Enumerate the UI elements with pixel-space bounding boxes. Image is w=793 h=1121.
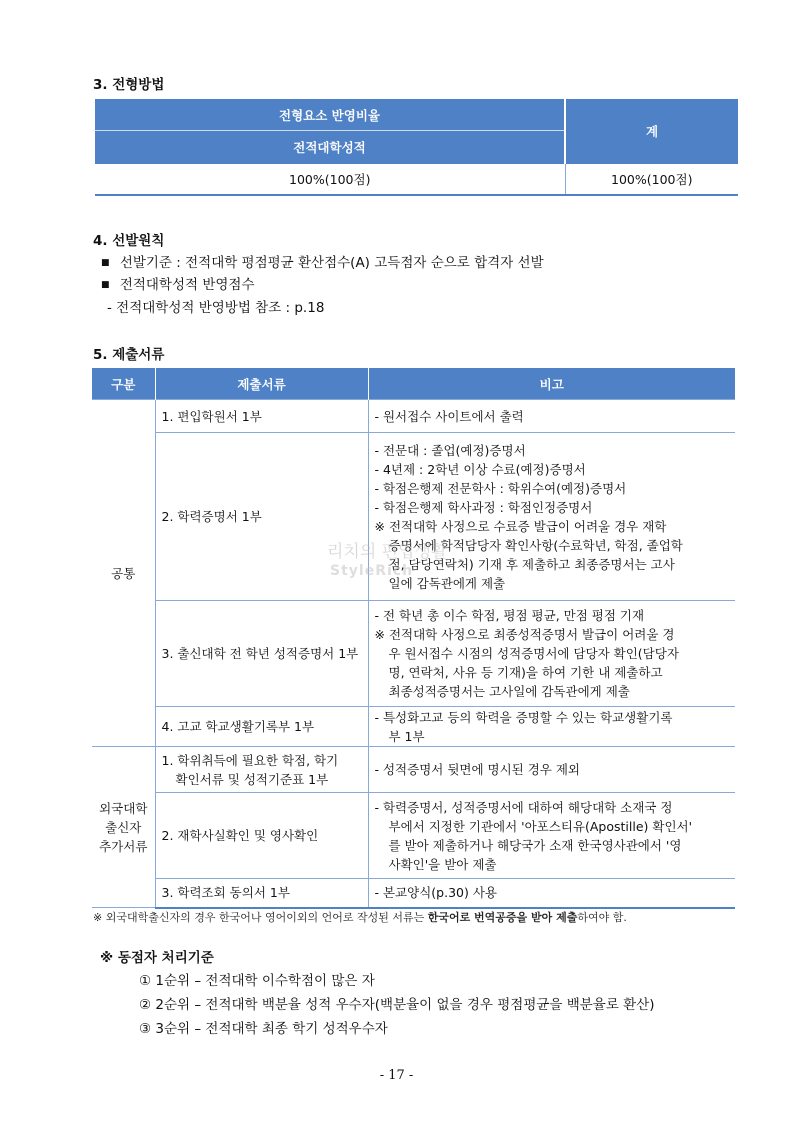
header-category: 구분 (92, 368, 155, 400)
doc-cell: 4. 고교 학교생활기록부 1부 (155, 707, 368, 747)
tie-break-item: ③ 3순위 – 전적대학 최종 학기 성적우수자 (139, 1021, 388, 1037)
section-5-heading: 5. 제출서류 (93, 347, 165, 363)
translation-note: ※ 외국대학출신자의 경우 한국어나 영어이외의 언어로 작성된 서류는 한국어로 번역공증을 받아 제출하여야 함. (93, 911, 627, 924)
doc-cell: 1. 학위취득에 필요한 학점, 학기 확인서류 및 성적기준표 1부 (155, 747, 368, 793)
ratio-value: 100%(100점) (95, 163, 565, 195)
remarks-cell: - 전 학년 총 이수 학점, 평점 평균, 만점 평점 기재 ※ 전적대학 사정으로 최종성적증명서 발급이 어려울 경 우 원서접수 시점의 성적증명서에 담당자 확인(담당자 명, 연락처, 사유 등 기재)을 하여 기한 내 제출하고 최종성적증명서는 고사일에 감독관에게 제출 (368, 601, 735, 707)
transcript-header: 전적대학성적 (95, 131, 565, 164)
doc-cell: 2. 학력증명서 1부 (155, 433, 368, 601)
header-documents: 제출서류 (155, 368, 368, 400)
group-foreign: 외국대학 출신자 추가서류 (92, 747, 155, 908)
bullet-icon: ■ (101, 280, 110, 290)
page-number: - 17 - (379, 1068, 414, 1083)
remarks-cell: - 성적증명서 뒷면에 명시된 경우 제외 (368, 747, 735, 793)
bullet-text: 전적대학성적 반영점수 (119, 277, 255, 293)
watermark-logo: StyleRich (330, 563, 414, 579)
bullet-text: 선발기준 : 전적대학 평점평균 환산점수(A) 고득점자 순으로 합격자 선발 (119, 255, 544, 271)
remarks-cell: - 학력증명서, 성적증명서에 대하여 해당대학 소재국 정 부에서 지정한 기관에서 '아포스티유(Apostille) 확인서' 를 받아 제출하거나 해당국가 소재 한국영사관에서 '영 사확인'을 받아 제출 (368, 793, 735, 879)
bullet-icon: ■ (101, 258, 110, 268)
selection-method-table (95, 99, 738, 196)
total-header: 계 (565, 99, 738, 163)
total-value: 100%(100점) (565, 163, 738, 195)
remarks-cell: - 전문대 : 졸업(예정)증명서 - 4년제 : 2학년 이상 수료(예정)증명서 - 학점은행제 전문학사 : 학위수여(예정)증명서 - 학점은행제 학사과정 : 학점인정증명서 ※ 전적대학 사정으로 수료증 발급이 어려울 경우 재학 증명서에 학적담당자 확인사항(수료학년, 학점, 졸업학 점, 담당연락처) 기재 후 제출하고 최종증명서는 고사 일에 감독관에게 제출 (368, 433, 735, 601)
selection-criteria-line (101, 251, 544, 271)
doc-cell: 3. 출신대학 전 학년 성적증명서 1부 (155, 601, 368, 707)
tie-break-item: ② 2순위 – 전적대학 백분율 성적 우수자(백분율이 없을 경우 평점평균을 백분율로 환산) (139, 997, 655, 1013)
remarks-cell: - 원서접수 사이트에서 출력 (368, 400, 735, 433)
group-common: 공통 (92, 400, 155, 747)
tie-break-item: ① 1순위 – 전적대학 이수학점이 많은 자 (139, 973, 375, 989)
documents-table (92, 368, 735, 909)
header-remarks: 비고 (368, 368, 735, 400)
section-4-heading: 4. 선발원칙 (93, 233, 165, 249)
score-method-line: - 전적대학성적 반영방법 참조 : p.18 (107, 300, 325, 316)
section-3-heading: 3. 전형방법 (93, 77, 165, 93)
doc-cell: 1. 편입학원서 1부 (155, 400, 368, 433)
doc-cell: 3. 학력조회 동의서 1부 (155, 879, 368, 908)
doc-cell: 2. 재학사실확인 및 영사확인 (155, 793, 368, 879)
remarks-cell: - 본교양식(p.30) 사용 (368, 879, 735, 908)
score-line (101, 273, 255, 293)
tie-break-heading: ※ 동점자 처리기준 (100, 950, 214, 966)
remarks-cell: - 특성화고교 등의 학력을 증명할 수 있는 학교생활기록 부 1부 (368, 707, 735, 747)
watermark-text: 리치의 편입생활 (327, 542, 448, 562)
ratio-header: 전형요소 반영비율 (95, 99, 565, 131)
